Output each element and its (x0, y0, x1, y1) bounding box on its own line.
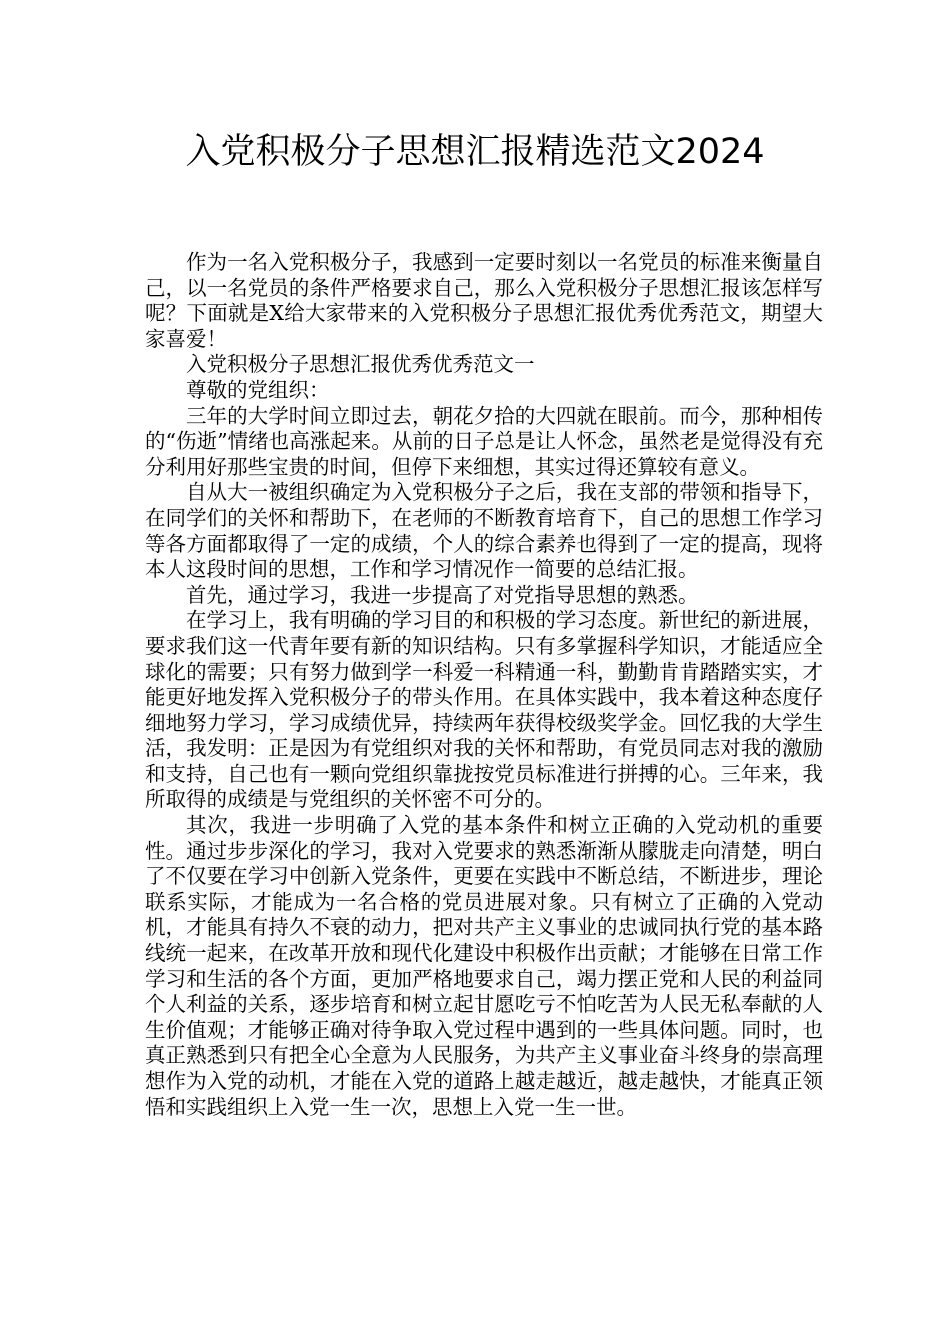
paragraph-sample-heading: 入党积极分子思想汇报优秀优秀范文一 (186, 352, 535, 377)
paragraph-salutation: 尊敬的党组织： (186, 377, 330, 402)
document-body (145, 250, 823, 1120)
paragraph-body-5: 其次，我进一步明确了入党的基本条件和树立正确的入党动机的重要性。通过步步深化的学习，我对入党要求的熟悉渐渐从朦胧走向清楚，明白了不仅要在学习中创新入党条件，更要在实践中不断总结，不断进步，理论联系实际，才能成为一名合格的党员进展对象。只有树立了正确的入党动机，才能具有持久不衰的动力，把对共产主义事业的忠诚同执行党的基本路线统一起来，在改革开放和现代化建设中积极作出贡献；才能够在日常工作学习和生活的各个方面，更加严格地要求自己，竭力摆正党和人民的利益同个人利益的关系，逐步培育和树立起甘愿吃亏不怕吃苦为人民无私奉献的人生价值观；才能够正确对待争取入党过程中遇到的一些具体问题。同时，也真正熟悉到只有把全心全意为人民服务，为共产主义事业奋斗终身的崇高理想作为入党的动机，才能在入党的道路上越走越近，越走越快，才能真正领悟和实践组织上入党一生一次，思想上入党一生一世。 (145, 813, 823, 1119)
paragraph-body-4: 在学习上，我有明确的学习目的和积极的学习态度。新世纪的新进展，要求我们这一代青年要有新的知识结构。只有多掌握科学知识，才能适应全球化的需要；只有努力做到学一科爱一科精通一科，勤勤肯肯踏踏实实，才能更好地发挥入党积极分子的带头作用。在具体实践中，我本着这种态度仔细地努力学习，学习成绩优异，持续两年获得校级奖学金。回忆我的大学生活，我发明：正是因为有党组织对我的关怀和帮助，有党员同志对我的激励和支持，自己也有一颗向党组织靠拢按党员标准进行拼搏的心。三年来，我所取得的成绩是与党组织的关怀密不可分的。 (145, 608, 823, 812)
paragraph-intro: 作为一名入党积极分子，我感到一定要时刻以一名党员的标准来衡量自己，以一名党员的条件严格要求自己，那么入党积极分子思想汇报该怎样写呢？下面就是X给大家带来的入党积极分子思想汇报优秀优秀范文，期望大家喜爱！ (145, 250, 823, 351)
paragraph-body-2: 自从大一被组织确定为入党积极分子之后，我在支部的带领和指导下，在同学们的关怀和帮助下，在老师的不断教育培育下，自己的思想工作学习等各方面都取得了一定的成绩，个人的综合素养也得到了一定的提高，现将本人这段时间的思想，工作和学习情况作一简要的总结汇报。 (145, 480, 823, 582)
paragraph-body-3: 首先，通过学习，我进一步提高了对党指导思想的熟悉。 (186, 582, 699, 607)
paragraph-body-1: 三年的大学时间立即过去，朝花夕拾的大四就在眼前。而今，那种相传的“伤逝”情绪也高涨起来。从前的日子总是让人怀念，虽然老是觉得没有充分利用好那些宝贵的时间，但停下来细想，其实过得还算较有意义。 (145, 403, 823, 479)
document-title: 入党积极分子思想汇报精选范文2024 (185, 132, 765, 172)
